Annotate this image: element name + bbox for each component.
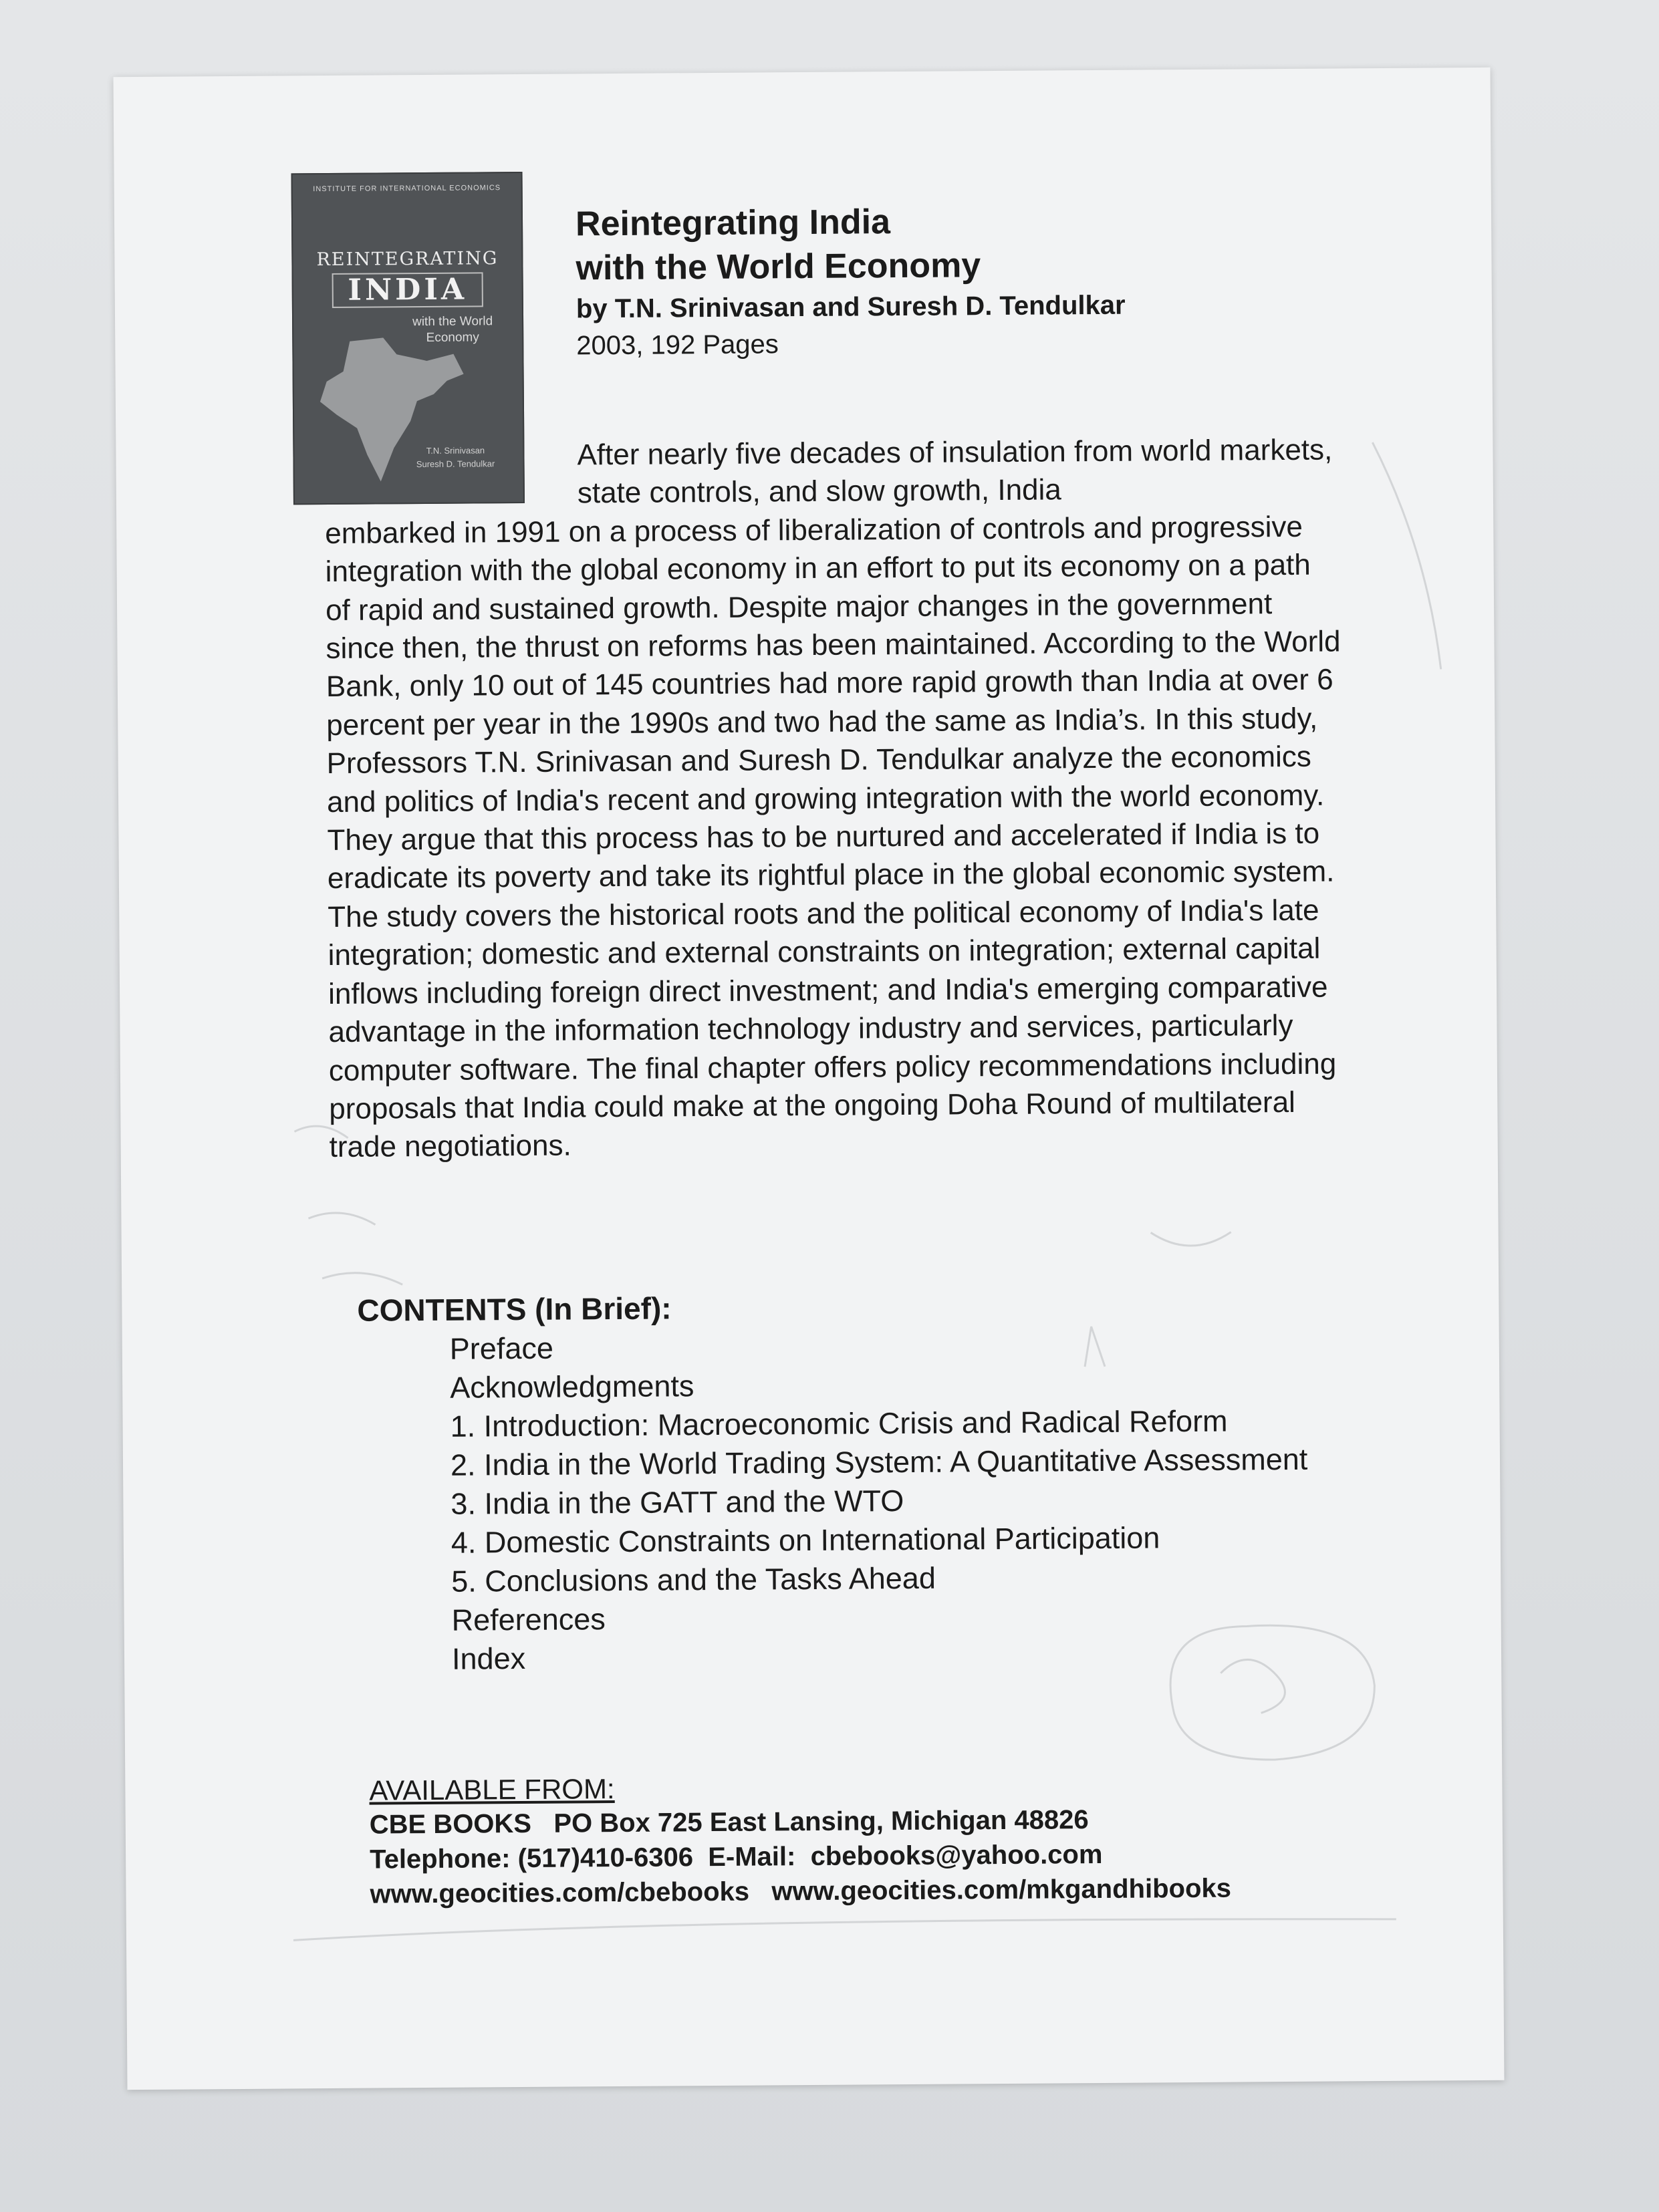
- cover-publisher: INSTITUTE FOR INTERNATIONAL ECONOMICS: [313, 184, 501, 194]
- contents-list: [358, 1323, 1497, 1679]
- cover-title-line1: REINTEGRATING: [316, 248, 499, 271]
- availability-contact: Telephone: (517)410-6306 E-Mail: cbebooks@yahoo.com: [369, 1839, 1103, 1875]
- cover-author1: T.N. Srinivasan: [426, 445, 485, 456]
- contents-section: [357, 1282, 1496, 1679]
- contents-item: 4. Domestic Constraints on International Participation: [451, 1520, 1160, 1560]
- description-body: embarked in 1991 on a process of liberalization of controls and progressive integration with the global economy in an effort to put its economy on a path of rapid and sustained growth. Despite major changes in the government since then, the thrust on reforms has been maintained. According to the World Bank, only 10 out of 145 countries had more rapid growth than India at over 6 percent per year in the 1990s and two had the same as India’s. In this study, Professors T.N. Srinivasan and Suresh D. Tendulkar analyze the economics and politics of India's recent and growing integration with the world economy. They argue that this process has to be nurtured and accelerated if India is to eradicate its poverty and take its rightful place in the global economic system. The study covers the historical roots and the political economy of India's late integration; domestic and external constraints on integration; external capital inflows including foreign direct investment; and India's emerging comparative advantage in the information technology industry and services, particularly computer software. The final chapter offers policy recommendations including proposals that India could make at the ongoing Doha Round of multilateral trade negotiations.: [325, 510, 1341, 1164]
- book-description: [324, 430, 1346, 1166]
- contents-item: 2. India in the World Trading System: A Quantitative Assessment: [450, 1441, 1308, 1482]
- availability-section: [369, 1766, 1473, 1912]
- contents-item: 3. India in the GATT and the WTO: [451, 1484, 904, 1521]
- cover-title-line2: INDIA: [332, 272, 483, 308]
- cover-subtitle-line2: Economy: [426, 330, 479, 345]
- availability-websites: www.geocities.com/cbebooks www.geocities.com/mkgandhibooks: [370, 1873, 1232, 1909]
- publication-info: 2003, 192 Pages: [576, 329, 779, 361]
- book-title-line2: with the World Economy: [576, 246, 981, 288]
- contents-item: 1. Introduction: Macroeconomic Crisis and Radical Reform: [450, 1403, 1228, 1443]
- book-title-line1: Reintegrating India: [575, 202, 891, 244]
- book-header: [576, 197, 1312, 364]
- cover-author2: Suresh D. Tendulkar: [416, 458, 495, 470]
- flyer-sheet: [114, 67, 1505, 2090]
- contents-item: 5. Conclusions and the Tasks Ahead: [451, 1560, 936, 1599]
- availability-address: CBE BOOKS PO Box 725 East Lansing, Michigan 48826: [369, 1805, 1089, 1840]
- description-lead: After nearly five decades of insulation from world markets, state controls, and slow growth, India: [577, 433, 1333, 510]
- contents-item: Index: [451, 1641, 526, 1676]
- contents-item: Preface: [449, 1331, 554, 1366]
- availability-label: AVAILABLE FROM:: [369, 1773, 615, 1806]
- cover-subtitle-line1: with the World: [412, 314, 493, 329]
- contents-item: References: [451, 1602, 606, 1637]
- contents-heading: CONTENTS (In Brief):: [357, 1290, 672, 1328]
- contents-item: Acknowledgments: [450, 1369, 694, 1405]
- book-authors: by T.N. Srinivasan and Suresh D. Tendulkar: [576, 290, 1126, 324]
